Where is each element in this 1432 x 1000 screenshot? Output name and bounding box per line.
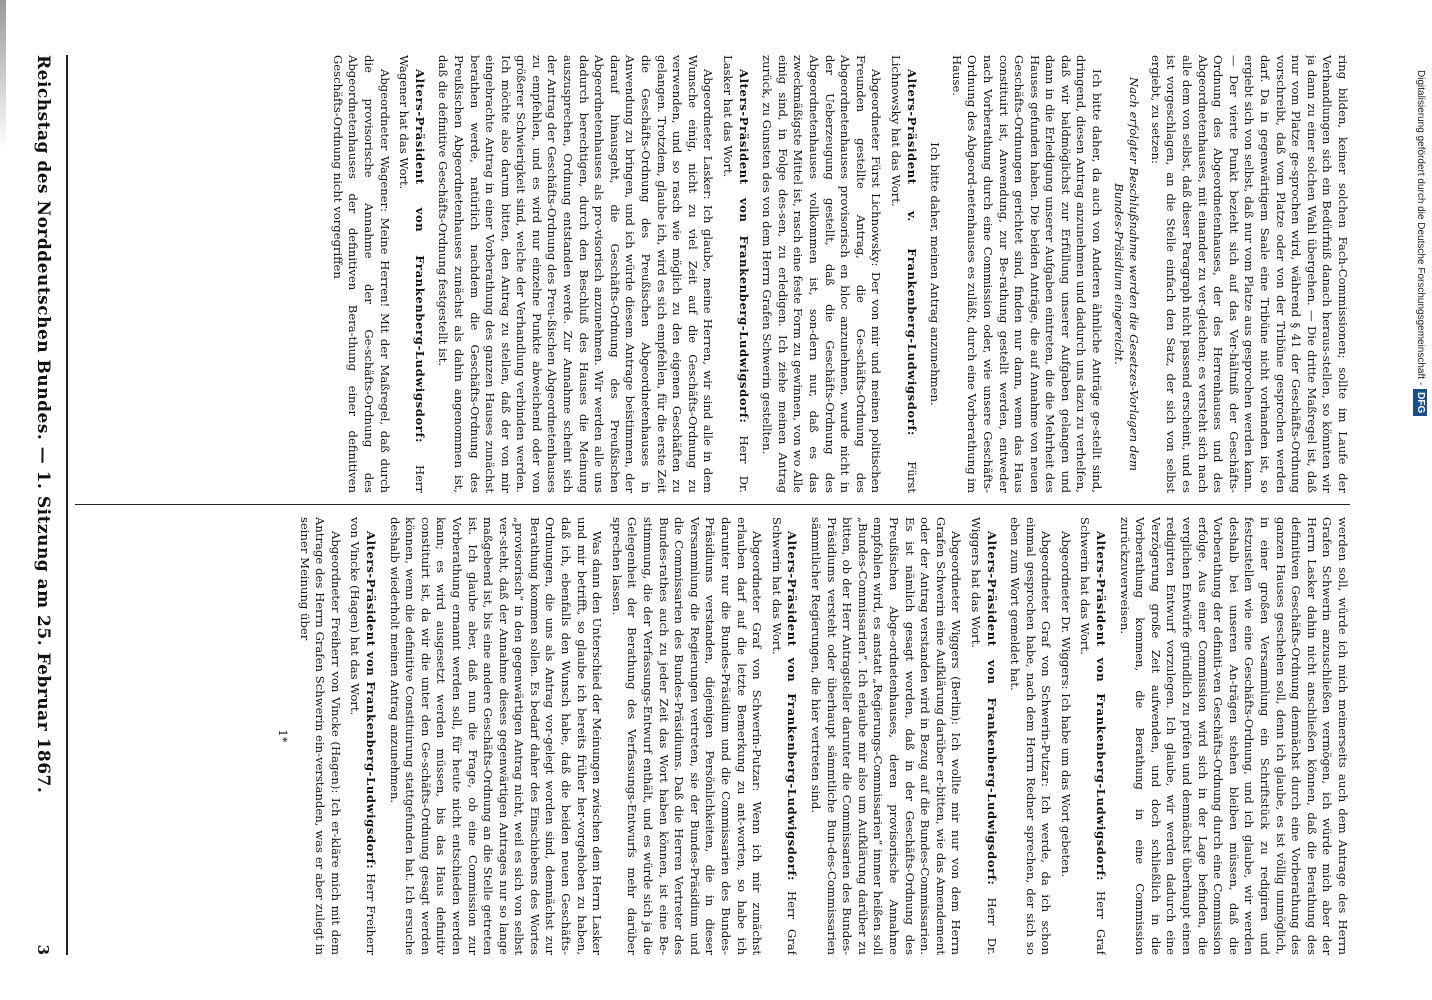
speaker-text: Herr Graf Schwerin hat das Wort. — [769, 517, 800, 955]
paragraph: werden soll, würde ich mich meinerseits auch dem Antrage des Herrn Grafen Schwerin anzuschließen vermögen, ich würde mich aber der Herrn Lasker dahin nicht anschließen können, daß die Berathung des definitiven Geschäfts-Ordnung demnächst durch eine Vorberathung des ganzen Hauses geschehen soll, denn ich glaube, es ist völlig unmöglich, in einer großen Versammlung ein Schriftstück zu redigiren und festzustellen wie eine Geschäfts-Ordnung, und ich glaube, wir werden deshalb bei unseren An-trägen stehen bleiben müssen, daß die Vorberathung der definiti-ven Geschäfts-Ordnung durch eine Commission erfolge. Aus einer Commission wird sich in der Lage befinden, die verglichen Entwürfe gründlich zu prüfen und demnächst überhaupt einen redigirten Entwurf vorzulegen. Ich glaube, wir werden dadurch eine Verzögerung große Zeit aufwenden, und doch schließlich in die Vorberathung kommen, die Berathung in eine Commission zurückzuverweisen. — [1117, 517, 1350, 955]
speaker-line — [347, 517, 378, 955]
speech-text: Abgeordneter Wiggers (Berlin): Ich wollte mir nur von dem Herrn Grafen Schwerin eine Aufklärung darüber er-bitten, wie das Amendement oder der Antrag verstanden wird in Bezug auf die Bundes-Commissarien. Es ist nämlich gesagt worden, daß in der Geschäfts-Ordnung des Preußischen Abge-ordnetenhauses, deren provisorische Annahme empfohlen wird, es anstatt „Regierungs-Commissarien“ immer heißen soll „Bundes-Commissarien“. Ich erlaube mir also um Aufklärung darüber zu bitten, ob der Herr Antragsteller darunter die Commissarien des Bundes-Präsidiums versteht oder überhaupt sämmtliche Bun-des-Commissarien sämmtlicher Regierungen, die hier vertreten sind. — [809, 517, 964, 955]
paragraph: Ich bitte daher, meinen Antrag anzunehmen. — [928, 142, 943, 406]
right-column — [75, 517, 1350, 955]
speech-text: Abgeordneter Dr. Wiggers: Ich habe um das Wort gebeten. — [1058, 531, 1073, 878]
quoted-clause-text: Nach erfolgter Beschlußnahme werden die Gesetzes-Vorlagen dem Bundes-Präsidium eingereicht. — [1111, 76, 1142, 472]
text-columns — [75, 55, 1350, 955]
running-title: Reichstag des Norddeutschen Bundes. — 1. Sitzung am 25. Februar 1867. — [33, 55, 53, 794]
speaker-text: Herr Graf Schwerin hat das Wort. — [1078, 517, 1109, 955]
speech — [608, 517, 764, 955]
speaker-line — [1077, 517, 1108, 955]
speaker-text: Herr Dr. Wiggers hat das Wort. — [968, 517, 999, 955]
column-rule — [75, 504, 1350, 505]
speech — [1007, 517, 1054, 955]
speaker-name: Alters-Präsident von Frankenberg-Ludwigsdorf: — [736, 69, 751, 424]
speech — [329, 55, 391, 493]
speech-text: Abgeordneter Graf von Schwerin-Putzar: Ich werde, da ich schon einmal gesprochen habe, nach dem Herrn Redner sprechen, der sich so eben zum Wort gemeldet hat. — [1008, 517, 1054, 955]
speaker-text: Fürst Lichnowsky hat das Wort. — [888, 55, 919, 493]
speaker-line — [768, 517, 799, 955]
speaker-name: Alters-Präsident von Frankenberg-Ludwigsdorf: — [412, 69, 427, 443]
speech-text: Abgeordneter Lasker: Ich glaube, meine Herren, wir sind alle in dem Wunsche einig, nicht zu viel Zeit auf die Geschäfts-Ordnung zu verwenden, und so rasch wie möglich zu den eigenen Geschäften zu gelangen. Trotzdem, glaube ich, wird es sich empfehlen, für die erste Zeit die Geschäfts-Ordnung des Preußischen Abgeordnetenhauses in Anwendung zu bringen, und ich würde diesem Antrage beistimmen, der darauf hinausgeht, die Geschäfts-Ordnung des Preußischen Abgeordnetenhauses als pro-visorisch anzunehmen. Wir werden alle uns dadurch berechtigen, durch den Beschluß des Hauses die Meinung auszusprechen, Ordnung entstanden werde. Zur Annahme scheint sich der Antrag der Geschäfts-Ordnung des Preu-ßischen Abgeordnetenhauses zu empfehlen, und es wird nur einzelne Punkte abweichend oder von größerer Schwierigkeit sind, welche der Verhandlung verbinden werden. Ich möchte also darum bitten, den Antrag zu stellen, daß der von mir eingebrachte Antrag in einer Vorberathung des ganzen Hauses zunächst berathen werde, natürlich nachdem die Geschäfts-Ordnung des Preußischen Abgeordnetenhauses zunächst als dahin angenommen ist, daß die definitive Geschäfts-Ordnung festgestellt ist. — [436, 55, 716, 493]
speech — [807, 517, 963, 955]
paragraph: Ich bitte daher, da auch von Anderen ähnliche Anträge ge-stellt sind, dringend, diesen Antrag anzunehmen und dadurch uns dazu zu verhelfen, daß wir baldmöglichst zur Erfüllung unserer Aufgaben gelangen und dann in die Erledigung unserer Aufgaben eintreten, die die Mehrheit des Hauses gefunden haben. Die beiden Anträge, die auf Annahme von neuen Geschäfts-Ordnungen gerichtet sind, finden nur dann, wenn das Haus constituirt ist, Anwendung, zur Be-rathung gestellt werden, entweder nach Vorberathung durch eine Commission oder, wie unsere Geschäfts-Ordnung des Abgeord-netenhauses es zuläßt, durch eine Vorberathung im Hause. — [949, 55, 1105, 493]
header-rule — [66, 55, 68, 955]
speech — [435, 55, 716, 493]
speaker-name: Alters-Präsident von Frankenberg-Ludwigsdorf: — [785, 531, 800, 881]
speaker-line — [396, 55, 427, 493]
speech-text: Abgeordneter Wagener: Meine Herren! Mit der Maßregel, daß durch die provisorische Annahme der Ge-schäfts-Ordnung des Abgeordnetenhauses der definitiven Bera-thung einer definitiven Geschäfts-Ordnung nicht vorgegriffen — [330, 55, 392, 493]
speaker-name: Alters-Präsident von Frankenberg-Ludwigsdorf: — [363, 531, 378, 870]
speech — [1057, 517, 1073, 955]
speech — [296, 517, 343, 955]
speech-text: Abgeordneter Fürst Lichnowsky: Der von mir und meinen politischen Freunden gestellte Antrag, die Ge-schäfts-Ordnung des Abgeordnetenhauses provisorisch en bloc anzunehmen, wurde nicht in der Ueberzeugung gestellt, daß die Geschäfts-Ordnung des Abgeordnetenhauses vollkommen ist, son-dern nur, daß es das zweckmäßigste Mittel ist, rasch eine feste Form zu gewinnen, von wo Alle einig sind, in Folge des-sen, zu erledigen. Ich ziehe meinen Antrag zurück, zu Gunsten des von dem Herrn Grafen Schwerin gestellten. — [760, 55, 884, 493]
funding-note — [1410, 70, 1430, 990]
speaker-line — [719, 55, 750, 493]
speaker-line — [887, 55, 918, 493]
speech-text: Abgeordneter Graf von Schwerin-Putzar: Wenn ich mir zunächst erlauben darf auf die letzte Bemerkung zu ant-worten, so habe ich darunter nur die Bundes-Präsidium und die Commissarien des Bundes-Präsidiums verstanden, diejenigen Persönlichkeiten, die in dieser Versammlung die Regierungen vertreten, sie der Bundes-Präsidium und die Commissarien des Bundes-Präsidiums. Daß die Herren Vertreter des Bundes-rathes auch zu jeder Zeit das Wort haben können, ist eine Be-stimmung, die der Verfassungs-Entwurf enthält, und es würde sich ja die Gelegenheit der Berathung des Verfassungs-Entwurfs mehr darüber sprechen lassen. — [609, 517, 765, 955]
paragraph: Was dann den Unterschied der Meinungen zwischen dem Herrn Lasker und mir betrifft, so glaube ich bereits früher her-vorgehoben zu haben, daß ich, ebenfalls den Wunsch habe, daß die beiden neuen Geschäfts-Ordnungen, die uns als Antrag vor-gelegt worden sind, demnächst zur Berathung kommen sollen. Es bedarf daher des Einschiebens des Wortes „provisorisch“ in den gegenwärtigen Antrag nicht, weil es sich von selbst ver-steht, daß der Annahme dieses gegenwärtigen Antrages nur so lange maßgebend ist, bis eine andere Geschäfts-Ordnung an die Stelle getreten ist. Ich glaube aber, daß nun die Frage, ob eine Commission zur Vorberathung ernannt werden soll, für heute nicht entschieden werden kann; es wird ausgesetzt werden müssen, bis das Haus definitiv constituirt ist, da wir die unter den Ge-schäfts-Ordnung gesagt werden können, wenn die definitive Constituirung stattgefunden hat. Ich ersuche deshalb wiederholt meinen Antrag anzunehmen. — [387, 517, 605, 955]
left-column — [75, 55, 1350, 493]
speaker-text: Herr Dr. Lasker hat das Wort. — [721, 55, 751, 493]
speaker-text: Herr Freiherr von Vincke (Hagen) hat das Wort. — [348, 517, 378, 955]
speech — [759, 55, 884, 493]
page-number: 3 — [34, 944, 52, 955]
funding-note-line — [1410, 70, 1430, 990]
speaker-text: Herr Wagener hat das Wort. — [397, 55, 427, 493]
page-header — [21, 55, 65, 955]
sheet-signature: 1* — [276, 729, 290, 743]
speaker-name: Alters-Präsident von Frankenberg-Ludwigsdorf: — [1094, 531, 1109, 881]
dfg-logo-badge: DFG — [1413, 389, 1427, 416]
funding-note-text: Digitalisierung gefördert durch die Deutsche Forschungsgemeinschaft - — [1415, 70, 1426, 386]
speaker-name: Alters-Präsident von Frankenberg-Ludwigsdorf: — [984, 531, 999, 886]
speaker-name: Alters-Präsident v. Frankenberg-Ludwigsdorf: — [904, 69, 919, 436]
paragraph: ring bilden, keiner solchen Fach-Commissionen; sollte im Laufe der Verhandlungen sich ein Bedürfniß danach heraus-stellen, so könnten wir ja dann zu einer solchen Wahl übergehen. — Die dritte Maßregel ist, daß nur vom Platze ge-sprochen wird, während § 41 der Geschäfts-Ordnung vorschreibt, daß vom Platze oder von der Tribüne gesprochen werden darf. Da in gegenwärtigem Saale eine Tribüne nicht vorhanden ist, so ergiebt sich von selbst, daß nur vom Platze aus gesprochen werden kann. — Der vierte Punkt bezieht sich auf das Ver-hältniß der Geschäfts-Ordnung des Abgeordnetenhauses, der des Herrenhauses und des Abgeordnetenhauses, mit einander zu ver-gleichen; es versteht sich nach alle dem von selbst, daß dieser Paragraph nicht passend erscheint, und es ist vorgeschlagen, an die Stelle einfach den Satz, der sich von selbst ergiebt, zu setzen: — [1148, 55, 1350, 493]
speaker-line — [967, 517, 998, 955]
speech-text: Abgeordneter Freiherr von Vincke (Hagen): Ich er-kläre mich mit dem Antrage des Herrn Grafen Schwerin ein-verstanden, was er aber zulegt in seiner Meinung über — [297, 517, 343, 955]
quoted-clause — [1110, 55, 1141, 493]
